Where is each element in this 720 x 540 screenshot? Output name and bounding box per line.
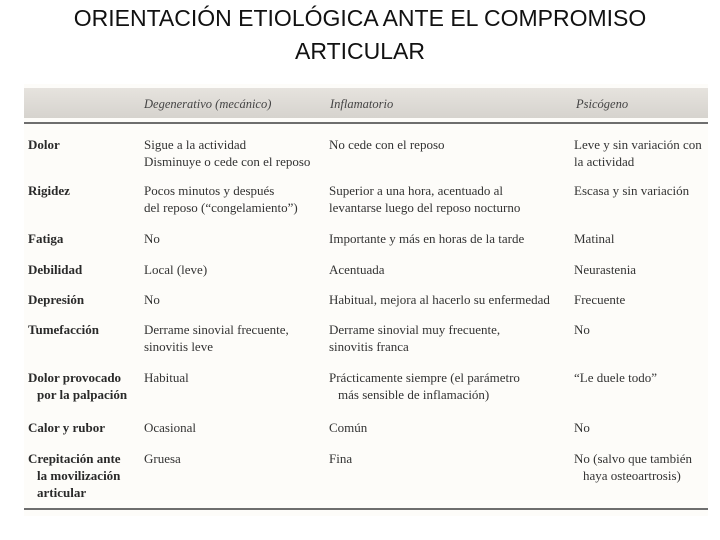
slide-title-line-2: ARTICULAR xyxy=(295,38,425,64)
cell-line: sinovitis franca xyxy=(329,339,409,354)
cell-line: Frecuente xyxy=(574,292,626,307)
cell-line: Gruesa xyxy=(144,451,181,466)
slide-title xyxy=(40,2,680,68)
cell-line: Derrame sinovial frecuente, xyxy=(144,322,289,337)
row-label xyxy=(28,136,60,153)
cell-line: Superior a una hora, acentuado al xyxy=(329,183,503,198)
cell-line: No xyxy=(574,322,590,337)
slide-title-line-1: ORIENTACIÓN ETIOLÓGICA ANTE EL COMPROMISO xyxy=(73,5,647,31)
row-label-line: la movilización xyxy=(37,468,121,483)
cell-degenerative xyxy=(144,369,189,386)
cell-line: No xyxy=(574,420,590,435)
row-label xyxy=(28,230,63,247)
row-label xyxy=(28,450,121,501)
cell-line: No (salvo que también xyxy=(574,451,693,466)
cell-inflammatory xyxy=(329,291,550,308)
row-label-line: Dolor xyxy=(28,137,60,152)
cell-degenerative xyxy=(144,450,181,467)
cell-inflammatory xyxy=(329,230,524,247)
cell-line: Habitual, mejora al hacerlo su enfermedad xyxy=(329,292,550,307)
cell-degenerative xyxy=(144,419,196,436)
cell-line: Importante y más en horas de la tarde xyxy=(329,231,525,246)
cell-inflammatory xyxy=(329,369,520,403)
row-label xyxy=(28,261,82,278)
cell-psychogenic xyxy=(574,230,614,247)
cell-degenerative xyxy=(144,321,289,355)
row-label-line: Debilidad xyxy=(28,262,83,277)
row-label xyxy=(28,321,99,338)
cell-degenerative xyxy=(144,182,298,216)
cell-line: levantarse luego del reposo nocturno xyxy=(329,200,521,215)
row-label xyxy=(28,291,84,308)
cell-line: Común xyxy=(329,420,368,435)
row-label-line: Dolor provocado xyxy=(28,370,122,385)
row-label-line: Rigidez xyxy=(28,183,70,198)
cell-line: más sensible de inflamación) xyxy=(338,387,490,402)
cell-line: No xyxy=(144,231,160,246)
comparison-table xyxy=(24,84,708,516)
row-label xyxy=(28,419,105,436)
cell-psychogenic xyxy=(574,291,625,308)
cell-line: Escasa y sin variación xyxy=(574,183,690,198)
cell-line: haya osteoartrosis) xyxy=(583,468,681,483)
row-label-line: articular xyxy=(37,485,87,500)
row-label-line: Crepitación ante xyxy=(28,451,121,466)
cell-line: del reposo (“congelamiento”) xyxy=(144,200,298,215)
cell-line: Fina xyxy=(329,451,353,466)
column-header-degenerative: Degenerativo (mecánico) xyxy=(144,97,272,111)
cell-inflammatory xyxy=(329,261,385,278)
cell-degenerative xyxy=(144,136,310,170)
cell-line: sinovitis leve xyxy=(144,339,213,354)
table-top-rule xyxy=(24,122,708,124)
row-label-line: Depresión xyxy=(28,292,85,307)
cell-psychogenic xyxy=(574,136,702,170)
cell-degenerative xyxy=(144,291,160,308)
cell-line: Sigue a la actividad xyxy=(144,137,247,152)
row-label-line: Calor y rubor xyxy=(28,420,106,435)
cell-line: Matinal xyxy=(574,231,615,246)
cell-line: “Le duele todo” xyxy=(574,370,658,385)
cell-degenerative xyxy=(144,261,207,278)
row-label-line: por la palpación xyxy=(37,387,128,402)
cell-inflammatory xyxy=(329,450,352,467)
cell-line: Disminuye o cede con el reposo xyxy=(144,154,311,169)
cell-line: Derrame sinovial muy frecuente, xyxy=(329,322,501,337)
row-label xyxy=(28,369,127,403)
row-label xyxy=(28,182,70,199)
column-header-psychogenic: Psicógeno xyxy=(576,97,629,111)
cell-line: la actividad xyxy=(574,154,635,169)
cell-psychogenic xyxy=(574,321,590,338)
cell-psychogenic xyxy=(574,182,689,199)
column-header-inflammatory: Inflamatorio xyxy=(330,97,394,111)
table-bottom-rule xyxy=(24,508,708,510)
cell-inflammatory xyxy=(329,182,520,216)
cell-inflammatory xyxy=(329,136,445,153)
cell-line: Prácticamente siempre (el parámetro xyxy=(329,370,520,385)
cell-psychogenic xyxy=(574,369,657,386)
cell-line: Local (leve) xyxy=(144,262,208,277)
cell-inflammatory xyxy=(329,321,500,355)
cell-line: Ocasional xyxy=(144,420,196,435)
row-label-line: Fatiga xyxy=(28,231,64,246)
cell-inflammatory xyxy=(329,419,367,436)
cell-line: Leve y sin variación con xyxy=(574,137,702,152)
cell-line: Habitual xyxy=(144,370,189,385)
cell-line: Pocos minutos y después xyxy=(144,183,275,198)
cell-line: No xyxy=(144,292,160,307)
cell-psychogenic xyxy=(574,261,636,278)
cell-line: Neurastenia xyxy=(574,262,637,277)
cell-psychogenic xyxy=(574,419,590,436)
row-label-line: Tumefacción xyxy=(28,322,100,337)
cell-psychogenic xyxy=(574,450,692,484)
cell-degenerative xyxy=(144,230,160,247)
cell-line: Acentuada xyxy=(329,262,385,277)
cell-line: No cede con el reposo xyxy=(329,137,445,152)
